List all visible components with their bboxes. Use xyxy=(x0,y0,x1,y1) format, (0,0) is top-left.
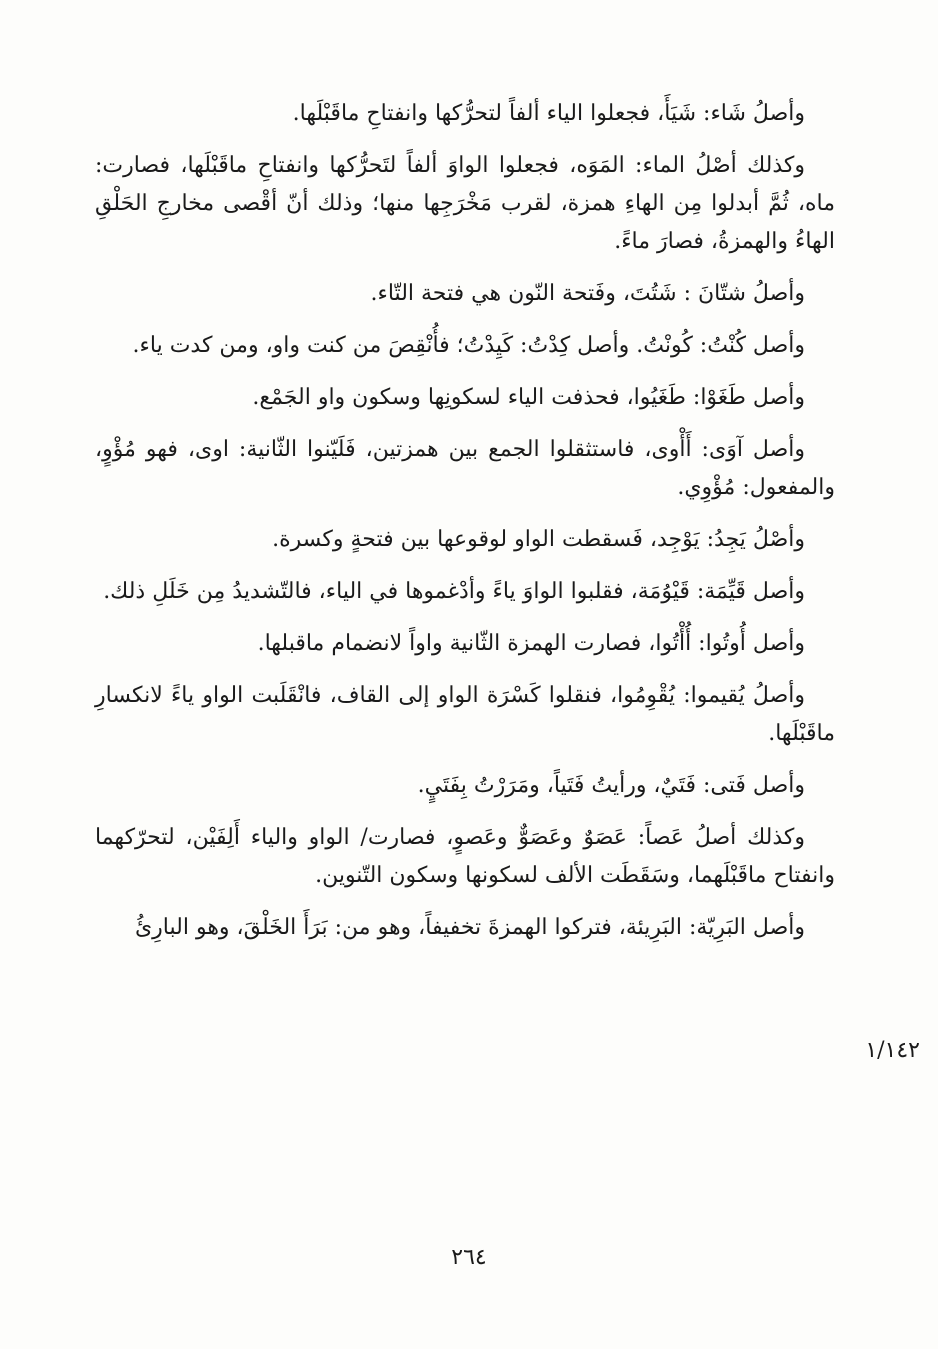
paragraph: وأصل البَرِيّة: البَرِيئة، فتركوا الهمزةَ تخفيفاً، وهو من: بَرَأَ الخَلْقَ، وهو البارِئُ xyxy=(134,915,805,940)
paragraph: وأصلُ يُقيموا: يُقْوِمُوا، فنقلوا كَسْرَة الواو إلى القاف، فانْقَلَبت الواو ياءً لانكسارِ ماقَبْلَها. xyxy=(95,683,835,746)
paragraph: وكذلك أصلُ عَصاً: عَصَوٌ وعَصَوٌّ وعَصوٍ، فصارت/ الواو والياء أَلِفَيْن، لتحرّكهما وانفتاح ماقَبْلَهما، وسَقَطَت الألف لسكونها وسكون التّنوين. xyxy=(95,825,835,888)
paragraph: وأصل قَيِّمَة: قَيْوُمَة، فقلبوا الواوَ ياءً وأدْغموها في الياء، فالتّشديدُ مِن خَلَلِ ذلك. xyxy=(103,579,805,604)
paragraph: وأصلُ شَاء: شَيَأَ، فجعلوا الياء ألفاً لتحرُّكها وانفتاحِ ماقَبْلَها. xyxy=(292,101,805,126)
paragraph: وأصل طَغَوْا: طَغَيُوا، فحذفت الياء لسكونِها وسكون واو الجَمْع. xyxy=(252,385,805,410)
paragraph: وأصل فَتى: فَتَيٌ، ورأيتُ فَتَياً، ومَرَرْتُ بِفَتَيٍ. xyxy=(417,773,805,798)
paragraph: وأصل آوَى: أَأْوى، فاستثقلوا الجمع بين همزتين، فَلَيّنوا الثّانية: اوى، فهو مُؤْوٍ، والمفعول: مُؤْوِي. xyxy=(95,437,835,500)
paragraph: وأصلُ شتّانَ : شَتُتَ، وفَتحة النّون هي فتحة التّاء. xyxy=(370,281,805,306)
paragraph: وأصْلُ يَجِدُ: يَوْجِد، فَسقطت الواو لوقوعها بين فتحةٍ وكسرة. xyxy=(272,527,805,552)
paragraph: وأصل أُوتُوا: أُأْتُوا، فصارت الهمزة الثّانية واواً لانضمام ماقبلها. xyxy=(257,631,805,656)
page-number: ٢٦٤ xyxy=(451,1245,487,1270)
paragraph: وأصل كُنْتُ: كُونْتُ. وأصل كِدْتُ: كَيِدْتُ؛ فأُنْقِصَ من كنت واو، ومن كدت ياء. xyxy=(132,333,805,358)
main-text xyxy=(95,95,835,961)
paragraph: وكذلك أصْلُ الماء: المَوَه، فجعلوا الواوَ ألفاً لتَحرُّكها وانفتاحِ ماقَبْلَها، فصارت: ماه، ثُمَّ أبدلوا مِن الهاءِ همزة، لقرب مَخْرَجِها منها؛ وذلك أنّ أقْصى مخارجِ الحَلْقِ الهاءُ والهمزةُ، فصارَ ماءً. xyxy=(95,153,835,254)
margin-folio-reference: ١/١٤٢ xyxy=(865,1038,920,1063)
